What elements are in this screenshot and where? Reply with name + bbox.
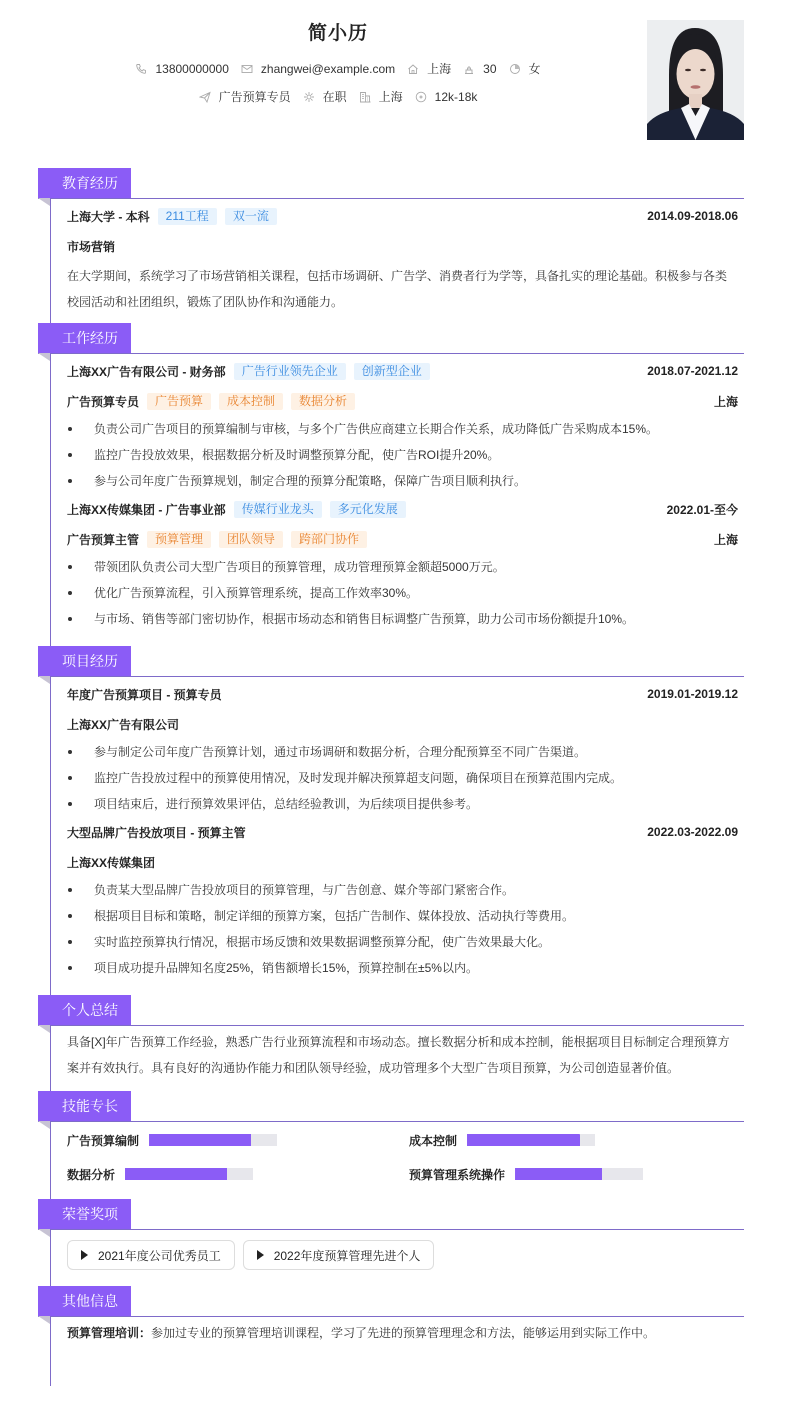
salary-item: 12k-18k <box>415 90 478 104</box>
other-section <box>38 1286 744 1386</box>
other-text: 参加过专业的预算管理培训课程，学习了先进的预算管理理念和方法，能够运用到实际工作中。 <box>151 1326 656 1340</box>
school-row <box>67 201 744 231</box>
candidate-name: 简小历 <box>307 23 368 44</box>
company-tag: 创新型企业 <box>354 363 430 380</box>
bullet-item: 负责公司广告项目的预算编制与审核，与多个广告供应商建立长期合作关系，成功降低广告采购成本15%。 <box>67 416 744 442</box>
work-bullets <box>67 416 744 494</box>
skill-fill <box>149 1134 251 1146</box>
other-label: 预算管理培训： <box>67 1326 152 1340</box>
ribbon-fold <box>38 198 50 206</box>
bullet-item: 根据项目目标和策略，制定详细的预算方案，包括广告制作、媒体投放、活动执行等费用。 <box>67 903 744 929</box>
home-icon <box>407 63 419 75</box>
other-info <box>67 1320 744 1346</box>
school-tag: 211工程 <box>158 208 217 225</box>
project-bullets <box>67 739 744 817</box>
gender-icon <box>509 63 521 75</box>
projects-section <box>38 646 744 995</box>
skill-bar <box>467 1134 595 1146</box>
bullet-item: 参与公司年度广告预算规划，制定合理的预算分配策略，保障广告项目顺利执行。 <box>67 468 744 494</box>
project-name: 年度广告预算项目 - 预算专员 <box>67 687 222 702</box>
profile-photo <box>647 20 744 140</box>
salary-icon <box>415 91 427 103</box>
age-item: 30 <box>463 62 496 76</box>
work-item <box>67 356 744 494</box>
skill-bar <box>125 1168 253 1180</box>
skill-name: 预算管理系统操作 <box>409 1167 506 1182</box>
project-name: 大型品牌广告投放项目 - 预算主管 <box>67 825 246 840</box>
skill-name: 数据分析 <box>67 1167 116 1182</box>
send-icon <box>199 91 211 103</box>
education-period: 2014.09-2018.06 <box>647 209 738 223</box>
play-triangle-icon <box>257 1250 264 1260</box>
skill-fill <box>467 1134 580 1146</box>
status-item: 在职 <box>303 88 347 105</box>
company-name: 上海XX广告有限公司 - 财务部 <box>67 364 226 379</box>
skill-fill <box>515 1168 602 1180</box>
skill-bar <box>515 1168 643 1180</box>
role-name: 广告预算主管 <box>67 532 140 547</box>
skill-item <box>409 1161 751 1187</box>
section-title: 技能专长 <box>38 1091 131 1121</box>
bullet-item: 带领团队负责公司大型广告项目的预算管理，成功管理预算金额超5000万元。 <box>67 554 744 580</box>
education-section <box>38 168 744 323</box>
company-tag: 多元化发展 <box>330 501 406 518</box>
city-item: 上海 <box>359 88 403 105</box>
contact-row <box>0 60 676 77</box>
role-tag: 广告预算 <box>147 393 211 410</box>
section-title: 其他信息 <box>38 1286 131 1316</box>
skills-section <box>38 1091 744 1199</box>
awards-list <box>67 1236 744 1272</box>
home-item: 上海 <box>407 60 451 77</box>
company-tag: 广告行业领先企业 <box>234 363 346 380</box>
bullet-item: 优化广告预算流程，引入预算管理系统，提高工作效率30%。 <box>67 580 744 606</box>
section-title: 工作经历 <box>38 323 131 353</box>
ribbon-fold <box>38 1229 50 1237</box>
ribbon-fold <box>38 1025 50 1033</box>
work-section <box>38 323 744 646</box>
company-tag: 传媒行业龙头 <box>234 501 322 518</box>
section-title: 教育经历 <box>38 168 131 198</box>
work-location: 上海 <box>713 532 738 547</box>
skill-item <box>67 1161 409 1187</box>
bullet-item: 与市场、销售等部门密切协作，根据市场动态和销售目标调整广告预算，助力公司市场份额提升10%。 <box>67 606 744 632</box>
awards-section <box>38 1199 744 1286</box>
school-tag: 双一流 <box>225 208 277 225</box>
play-triangle-icon <box>81 1250 88 1260</box>
skill-name: 广告预算编制 <box>67 1133 140 1148</box>
email-item: zhangwei@example.com <box>241 62 395 76</box>
summary-text: 具备[X]年广告预算工作经验，熟悉广告行业预算流程和市场动态。擅长数据分析和成本控制，能根据项目目标制定合理预算方案并有效执行。具有良好的沟通协作能力和团队领导经验，成功管理多个大型广告项目预算，为公司创造显著价值。 <box>67 1035 730 1075</box>
project-period: 2022.03-2022.09 <box>647 825 738 839</box>
award-item: 2022年度预算管理先进个人 <box>243 1240 435 1270</box>
section-title: 项目经历 <box>38 646 131 676</box>
work-period: 2018.07-2021.12 <box>647 364 738 378</box>
ribbon-fold <box>38 1316 50 1324</box>
section-title: 荣誉奖项 <box>38 1199 131 1229</box>
role-tag: 数据分析 <box>291 393 355 410</box>
age-icon <box>463 63 475 75</box>
skills-grid <box>67 1125 744 1187</box>
bullet-item: 负责某大型品牌广告投放项目的预算管理，与广告创意、媒介等部门紧密合作。 <box>67 877 744 903</box>
job-intent-row <box>0 88 676 105</box>
project-item <box>67 817 744 981</box>
role-tag: 成本控制 <box>219 393 283 410</box>
bullet-item: 监控广告投放过程中的预算使用情况，及时发现并解决预算超支问题，确保项目在预算范围内完成。 <box>67 765 744 791</box>
resume-header <box>0 0 794 160</box>
position-item: 广告预算专员 <box>199 88 291 105</box>
skill-fill <box>125 1168 227 1180</box>
role-tag: 跨部门协作 <box>291 531 367 548</box>
project-company: 上海XX广告有限公司 <box>67 717 180 732</box>
bullet-item: 实时监控预算执行情况，根据市场反馈和效果数据调整预算分配，使广告效果最大化。 <box>67 929 744 955</box>
project-company: 上海XX传媒集团 <box>67 855 156 870</box>
project-bullets <box>67 877 744 981</box>
project-item <box>67 679 744 817</box>
work-item <box>67 494 744 632</box>
skill-item <box>67 1127 409 1153</box>
phone-icon <box>135 63 147 75</box>
work-bullets <box>67 554 744 632</box>
bullet-item: 项目成功提升品牌知名度25%，销售额增长15%，预算控制在±5%以内。 <box>67 955 744 981</box>
major: 市场营销 <box>67 239 116 254</box>
skill-name: 成本控制 <box>409 1133 458 1148</box>
skill-item <box>409 1127 751 1153</box>
award-item: 2021年度公司优秀员工 <box>67 1240 235 1270</box>
bullet-item: 监控广告投放效果，根据数据分析及时调整预算分配，使广告ROI提升20%。 <box>67 442 744 468</box>
bullet-item: 项目结束后，进行预算效果评估，总结经验教训，为后续项目提供参考。 <box>67 791 744 817</box>
ribbon-fold <box>38 1121 50 1129</box>
summary-section <box>38 995 744 1091</box>
ribbon-fold <box>38 676 50 684</box>
work-period: 2022.01-至今 <box>666 502 738 517</box>
work-location: 上海 <box>713 394 738 409</box>
ribbon-fold <box>38 353 50 361</box>
building-icon <box>359 91 371 103</box>
bullet-item: 参与制定公司年度广告预算计划，通过市场调研和数据分析，合理分配预算至不同广告渠道。 <box>67 739 744 765</box>
skill-bar <box>149 1134 277 1146</box>
gender-item: 女 <box>509 60 541 77</box>
status-icon <box>303 91 315 103</box>
company-name: 上海XX传媒集团 - 广告事业部 <box>67 502 226 517</box>
school-name: 上海大学 - 本科 <box>67 209 150 224</box>
project-period: 2019.01-2019.12 <box>647 687 738 701</box>
mail-icon <box>241 63 253 75</box>
role-tag: 团队领导 <box>219 531 283 548</box>
role-name: 广告预算专员 <box>67 394 140 409</box>
role-tag: 预算管理 <box>147 531 211 548</box>
phone-item: 13800000000 <box>135 62 228 76</box>
section-title: 个人总结 <box>38 995 131 1025</box>
education-description: 在大学期间，系统学习了市场营销相关课程，包括市场调研、广告学、消费者行为学等，具备扎实的理论基础。积极参与各类校园活动和社团组织，锻炼了团队协作和沟通能力。 <box>67 269 728 309</box>
